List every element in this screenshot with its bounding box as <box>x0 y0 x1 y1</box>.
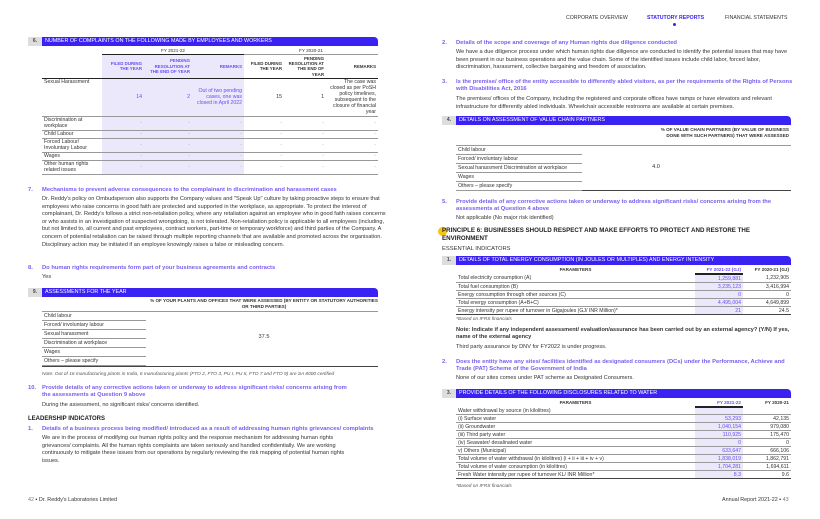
q-number: 2. <box>442 359 447 365</box>
assurance-answer: Third party assurance by DNV for FY2022 is under progress. <box>456 344 607 350</box>
cell: 1 <box>284 78 326 116</box>
table9-note: Note: Out of 16 manufacturing plants in India, 6 manufacturing plants (FTO 2, FTO 3, PU I, PU II, FTO 7 and FTO 9) are SA 8000 certified <box>42 372 335 377</box>
cell: - <box>102 152 144 160</box>
list-item: Wages <box>42 348 146 357</box>
leadership-question-1 <box>28 426 387 433</box>
energy-note: *Based on IFRS financials <box>456 317 512 322</box>
table9-value: 37.5 <box>258 334 270 340</box>
column-header: PENDING RESOLUTION AT THE END OF YEAR <box>144 55 192 79</box>
cell: 1,259,881 <box>695 274 743 283</box>
fy-2021-22-header: FY 2021-22 <box>102 47 244 55</box>
row-label: Total energy consumption (A+B+C) <box>456 299 695 307</box>
section-number: 4. <box>442 116 456 125</box>
cell: 175,470 <box>743 431 791 439</box>
row-label: (iv) Seawater/ desalinated water <box>456 439 695 447</box>
principle-6-heading: PRINCIPLE 6: BUSINESSES SHOULD RESPECT AND MAKE EFFORTS TO PROTECT AND RESTORE THE ENVIRONMENT <box>442 227 751 242</box>
cell: - <box>326 152 378 160</box>
row-label: (i) Surface water <box>456 415 695 423</box>
column-header: PARAMETERS <box>559 267 592 272</box>
cell: - <box>326 116 378 130</box>
q-title: Do human rights requirements form part of your business agreements and contracts <box>42 265 276 271</box>
list-item: Sexual harassment <box>42 330 146 339</box>
cell: 9.6 <box>743 471 791 479</box>
question-10 <box>28 385 352 400</box>
section-title: ASSESSMENTS FOR THE YEAR <box>42 288 378 297</box>
table-row <box>42 130 378 138</box>
table4-value: 4.0 <box>652 164 660 170</box>
column-header: FY 2020-21 (GJ) <box>754 267 789 272</box>
cell <box>695 407 743 415</box>
cell: - <box>284 130 326 138</box>
table4-header <box>442 116 791 125</box>
row-label: Total volume of water withdrawal (in kilolitres) (i + ii + iii + iv + v) <box>456 455 695 463</box>
water-table <box>456 399 791 479</box>
table4-body <box>456 145 791 191</box>
water-table-header <box>442 389 791 398</box>
table-row <box>456 439 791 447</box>
cell: 4,495,004 <box>695 299 743 307</box>
row-label: Child Labour <box>42 130 102 138</box>
cell: 3,235,123 <box>695 283 743 291</box>
row-label: Wages <box>42 152 102 160</box>
cell: - <box>144 152 192 160</box>
table-row <box>456 423 791 431</box>
cell: - <box>244 152 284 160</box>
energy-table <box>456 266 791 315</box>
cell: - <box>326 130 378 138</box>
q-title: Provide details of any corrective actions taken or underway to address significant risks/ concerns arising from the assessments at Question 9 above <box>42 385 347 399</box>
cell: - <box>244 138 284 152</box>
column-header: FILED DURING THE YEAR <box>250 60 282 72</box>
section-title: DETAILS ON ASSESSMENT OF VALUE CHAIN PARTNERS <box>456 116 791 125</box>
q-number: 8. <box>28 265 33 271</box>
cell: 0 <box>743 291 791 299</box>
section-title: DETAILS OF TOTAL ENERGY CONSUMPTION (IN JOULES OR MULTIPLES) AND ENERGY INTENSITY <box>456 256 791 265</box>
cell: - <box>284 116 326 130</box>
table-row <box>456 463 791 471</box>
cell: Out of two pending cases, one was closed in April 2022 <box>192 78 244 116</box>
cell: - <box>284 160 326 174</box>
table6-header <box>28 37 378 46</box>
list-item: Forced/ involuntary labour <box>42 321 146 330</box>
row-label: Sexual Harassment <box>42 78 102 116</box>
table-row <box>456 283 791 291</box>
assurance-note-question: Note: Indicate if any independent assessment/ evaluation/assurance has been carried out by an external agency? (Y/N) If yes, name of the external agency <box>456 327 790 341</box>
cell: 53,293 <box>695 415 743 423</box>
q3-answer: The premises/ offices of the Company, including the registered and corporate offices have ramps or have elevators and relevant infrastructure for differently abled individuals. Wheelchair accessible restrooms are available at certain premises. <box>456 96 772 110</box>
table-row <box>42 152 378 160</box>
row-label: Water withdrawal by source (in kilolitres) <box>456 407 695 415</box>
table9-body <box>42 311 378 367</box>
list-item: Sexual harassment Discrimination at workplace <box>456 164 582 173</box>
table-row <box>42 78 378 116</box>
cell: - <box>244 116 284 130</box>
q-number: 10. <box>28 385 37 391</box>
l1-answer: We are in the process of modifying our human rights policy and the response mechanism for addressing human rights grievances/ complaints. All the human rights complaints are taken seriously and handled confidentially. We are working continuously to mitigate these issues from our operations by regularly reviewing the risk mapping of potential human rights issues. <box>42 435 345 464</box>
cell: 1,838,019 <box>695 455 743 463</box>
cell: 14 <box>102 78 144 116</box>
cell <box>743 407 791 415</box>
cell: - <box>192 130 244 138</box>
table-row <box>42 160 378 174</box>
cell: 8.3 <box>695 471 743 479</box>
table-row <box>456 407 791 415</box>
question-7 <box>28 187 387 194</box>
column-header: REMARKS <box>192 55 244 79</box>
cell: 4,649,899 <box>743 299 791 307</box>
list-item: Child labour <box>42 312 146 321</box>
company-name: Dr. Reddy's Laboratories Limited <box>38 497 117 503</box>
e2-answer: None of our sites comes under PAT scheme as Designated Consumers. <box>456 375 634 381</box>
cell: - <box>284 152 326 160</box>
cell: 979,080 <box>743 423 791 431</box>
right-footer: Annual Report 2021-22 ▪ 43 <box>722 497 789 503</box>
row-label: Total electricity consumption (A) <box>456 274 695 283</box>
header-row <box>456 266 791 274</box>
row-label: Forced Labour/ Involuntary Labour <box>42 138 102 152</box>
row-label: Discrimination at workplace <box>42 116 102 130</box>
list-item: Forced/ involuntary labour <box>456 155 582 164</box>
table4-column-header: % OF VALUE CHAIN PARTNERS (BY VALUE OF BUSINESS DONE WITH SUCH PARTNERS) THAT WERE ASSESSED <box>660 127 789 138</box>
column-header: FY 2021-22 <box>695 399 743 407</box>
q-number: 5. <box>442 199 447 205</box>
q-title: Does the entity have any sites/ facilities identified as designated consumers (DCs) under the Performance, Achieve and Trade (PAT) Scheme of the Government of India <box>456 359 785 373</box>
column-header: REMARKS <box>353 63 376 69</box>
q-number: 2. <box>442 40 447 46</box>
report-name: Annual Report 2021-22 <box>722 497 778 503</box>
table-row <box>456 455 791 463</box>
section-number: 6. <box>28 37 42 46</box>
cell: - <box>192 138 244 152</box>
q-title: Provide details of any corrective actions taken or underway to address significant risks/ concerns arising from the assessments at Question 4 above <box>456 199 772 213</box>
essential-indicators-heading: ESSENTIAL INDICATORS <box>442 246 511 252</box>
table-row <box>456 307 791 315</box>
column-header: FY 2020-21 <box>765 400 789 405</box>
q5-answer: Not applicable (No major risk identified) <box>456 215 554 221</box>
cell: - <box>144 160 192 174</box>
row-label: Energy intensity per rupee of turnover in Gigajoules (GJ/ INR Million)* <box>456 307 695 315</box>
table-row <box>42 116 378 130</box>
q-number: 7. <box>28 187 33 193</box>
fy-2020-21-header: FY 2020-21 <box>244 47 378 55</box>
list-item: Wages <box>456 173 582 182</box>
question-5 <box>442 199 796 214</box>
page-number: 42 <box>28 497 34 503</box>
list-item: Others – please specify <box>42 357 146 366</box>
cell: - <box>192 116 244 130</box>
left-footer: 42 ▪ Dr. Reddy's Laboratories Limited <box>28 497 117 503</box>
cell: 110,925 <box>695 431 743 439</box>
cell: - <box>102 160 144 174</box>
cell: 0 <box>743 439 791 447</box>
cell: 0 <box>695 291 743 299</box>
cell: 24.5 <box>743 307 791 315</box>
column-header: FY 2021-22 (GJ) <box>695 266 743 274</box>
cell: - <box>244 130 284 138</box>
column-header: PARAMETERS <box>559 400 592 405</box>
row-label: Total volume of water consumption (in kilolitres) <box>456 463 695 471</box>
table-row <box>456 291 791 299</box>
cell: - <box>102 130 144 138</box>
row-label: (ii) Groundwater <box>456 423 695 431</box>
nav-financial-statements[interactable]: FINANCIAL STATEMENTS <box>725 15 788 21</box>
cell: - <box>102 116 144 130</box>
cell: 1,040,154 <box>695 423 743 431</box>
active-nav-dot <box>673 23 676 26</box>
row-label: Total fuel consumption (B) <box>456 283 695 291</box>
energy-table-header <box>442 256 791 265</box>
water-note: *Based on IFRS financials <box>456 484 512 489</box>
page-number: 43 <box>782 497 789 503</box>
cell: - <box>284 138 326 152</box>
row-label: Other human rights related issues <box>42 160 102 174</box>
section-title: PROVIDE DETAILS OF THE FOLLOWING DISCLOSURES RELATED TO WATER <box>456 389 791 398</box>
cell: - <box>326 160 378 174</box>
cell: - <box>244 160 284 174</box>
cell: 633,647 <box>695 447 743 455</box>
cell: 2 <box>144 78 192 116</box>
q-number: 1. <box>28 426 33 432</box>
section-number: 3. <box>442 389 456 398</box>
cell: - <box>144 130 192 138</box>
column-header: PENDING RESOLUTION AT THE END OF YEAR <box>288 55 324 77</box>
section-number: 9. <box>28 288 42 297</box>
table-row <box>456 415 791 423</box>
cell: 3,416,994 <box>743 283 791 291</box>
cell: - <box>102 138 144 152</box>
section-title: NUMBER OF COMPLAINTS ON THE FOLLOWING MADE BY EMPLOYEES AND WORKERS <box>42 37 378 46</box>
question-e2 <box>442 359 796 374</box>
list-item: Child labour <box>456 146 582 155</box>
cell: 0 <box>695 439 743 447</box>
cell: - <box>192 160 244 174</box>
header-row <box>456 399 791 407</box>
list-item: Discrimination at workplace <box>42 339 146 348</box>
nav-statutory-reports[interactable]: STATUTORY REPORTS <box>647 15 705 21</box>
cell: 1,862,791 <box>743 455 791 463</box>
cell: - <box>192 152 244 160</box>
table9-header <box>28 288 378 297</box>
leadership-heading: LEADERSHIP INDICATORS <box>28 416 106 422</box>
list-item: Others – please specify <box>456 182 582 191</box>
complaints-table <box>42 47 378 175</box>
cell: 15 <box>244 78 284 116</box>
table-row <box>456 431 791 439</box>
q8-answer: Yes <box>42 274 52 280</box>
question-8 <box>28 265 382 272</box>
section-number: 1. <box>442 256 456 265</box>
q2-answer: We have a due diligence process under which human rights due diligence are conducted to identify the potential issues that may have been present in our business operations and the value chain. Some of the identified issues include child labor, forced labor, discrimination, harassment, collective bargaining and freedom of association. <box>456 49 788 71</box>
cell: The case was closed as per PoSH policy timelines, subsequent to the closure of financial year <box>326 78 378 116</box>
row-label: (iii) Third party water <box>456 431 695 439</box>
q-title: Is the premise/ office of the entity accessible to differently abled visitors, as per the requirements of the Rights of Persons with Disabilities Act, 2016 <box>456 79 793 93</box>
q10-answer: During the assessment, no significant risks/ concerns identified. <box>42 402 200 408</box>
nav-corporate-overview[interactable]: CORPORATE OVERVIEW <box>566 15 628 21</box>
cell: 1,232,905 <box>743 274 791 283</box>
table-row <box>456 471 791 479</box>
cell: - <box>144 138 192 152</box>
table-row <box>42 138 378 152</box>
q-title: Details of a business process being modified/ introduced as a result of addressing human rights grievances/ complaints <box>42 426 374 432</box>
cell: 42,135 <box>743 415 791 423</box>
row-label: Fresh Water intensity per rupee of turnover KL/ INR Million* <box>456 471 695 479</box>
cell: - <box>144 116 192 130</box>
q-title: Details of the scope and coverage of any Human rights due diligence conducted <box>456 40 677 46</box>
table9-column-header: % OF YOUR PLANTS AND OFFICES THAT WERE ASSESSED (BY ENTITY OR STATUTORY AUTHORITIES OR THIRD PARTIES) <box>150 298 378 309</box>
row-label: Energy consumption through other sources (C) <box>456 291 695 299</box>
q7-answer: Dr. Reddy's policy on Ombudsperson also supports the Company values and "Speak Up" culture by taking proactive steps to ensure that employees who raise concerns in good faith are protected and supported in the workplace, as appropriate. To protect the interest of complainant, Dr. Reddy's follows a strict non-retaliation policy, where any retaliation against an employee who in good faith raises concerns or who assists in an investigation of suspected wrongdoing, is not tolerated. Non-retaliation policy is applicable to all employees (including, but not limited to, all current and past employees, contract workers, part-time or temporary workforce) and third parties of the Company. A concern of potential retaliation can be raised through multiple reporting channels that are available and promoted across the organisation. Disciplinary action may be initiated if an employee knowingly raises a false or misleading concern. <box>42 196 386 248</box>
question-3 <box>442 79 796 94</box>
q-number: 3. <box>442 79 447 85</box>
row-label: v) Others (Municipal) <box>456 447 695 455</box>
table-row <box>456 299 791 307</box>
table-row <box>456 447 791 455</box>
cell: - <box>326 138 378 152</box>
question-2 <box>442 40 796 47</box>
q-title: Mechanisms to prevent adverse consequences to the complainant in discrimination and harassment cases <box>42 187 337 193</box>
table-row <box>456 274 791 283</box>
cell: 666,106 <box>743 447 791 455</box>
cell: 1,704,281 <box>695 463 743 471</box>
cell: 1,694,611 <box>743 463 791 471</box>
cell: 21 <box>695 307 743 315</box>
column-header: FILED DURING THE YEAR <box>102 55 144 79</box>
